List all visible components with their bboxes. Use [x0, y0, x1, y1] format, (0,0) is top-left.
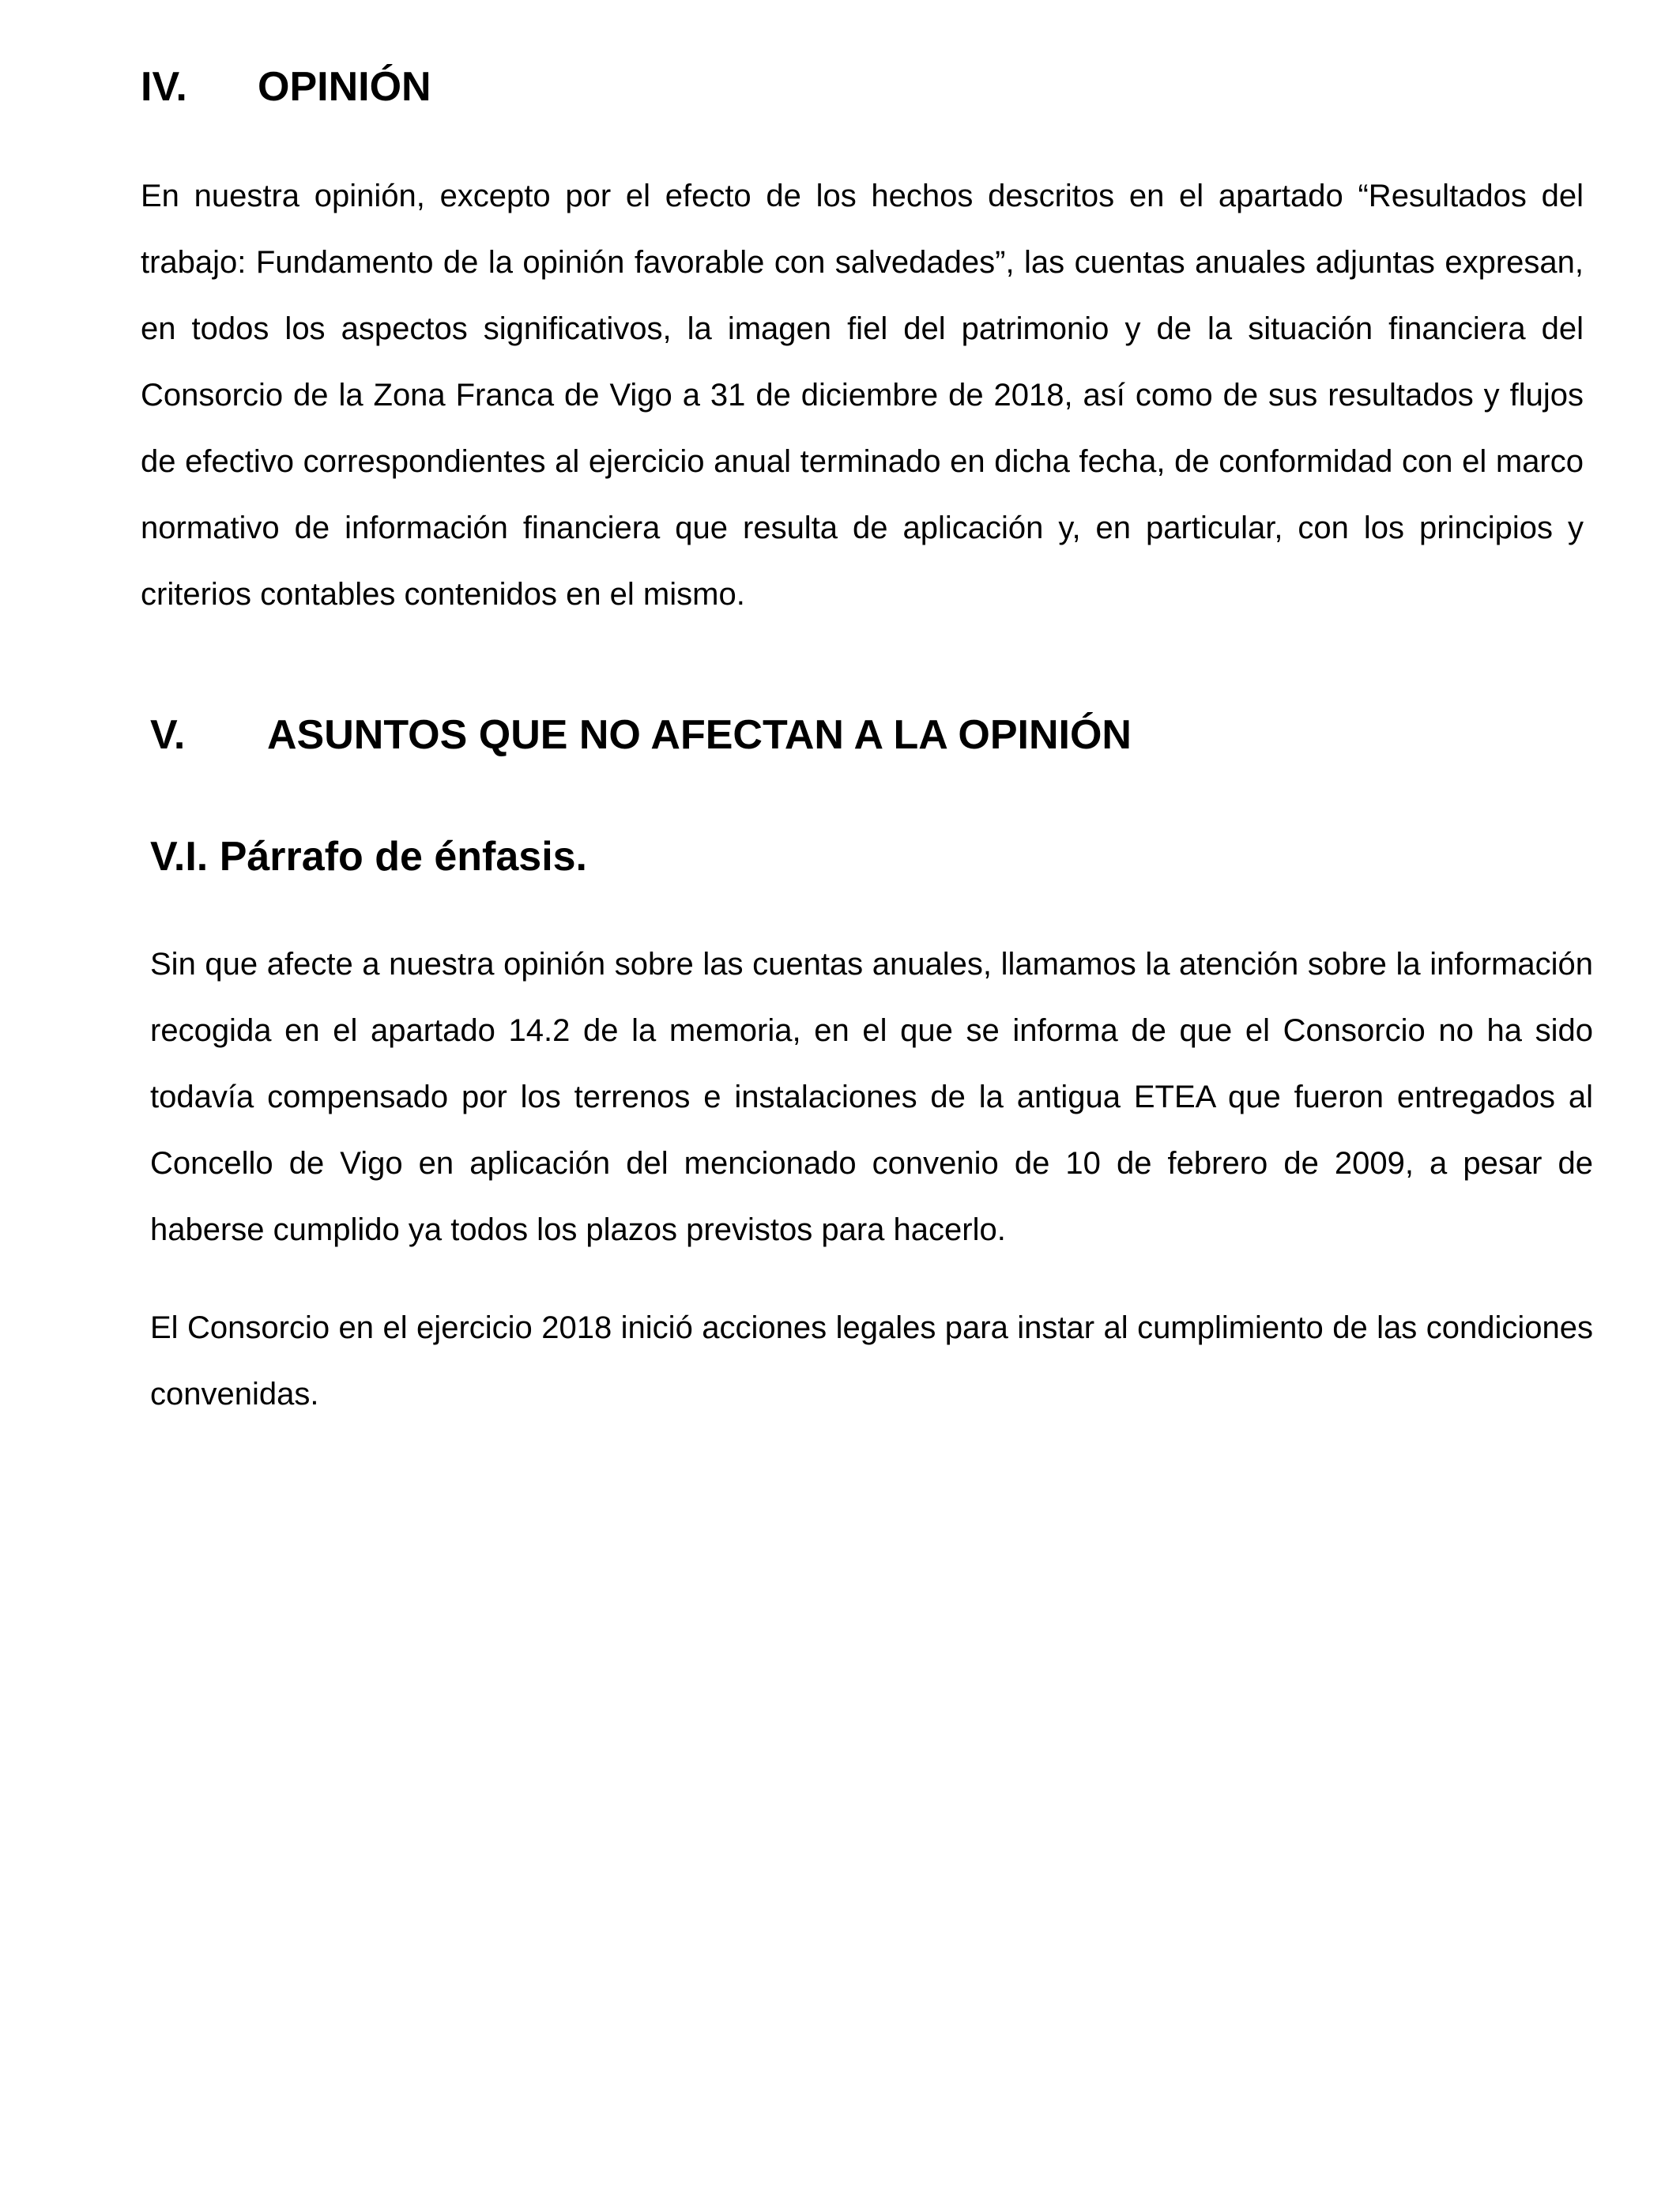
subsection-vi-heading: V.I. Párrafo de énfasis.: [150, 834, 588, 880]
emphasis-paragraph-2: El Consorcio en el ejercicio 2018 inició acciones legales para instar al cumplimiento de las condiciones convenidas.: [150, 1310, 1593, 1412]
section-v-number: V.: [150, 712, 186, 758]
section-iv-number: IV.: [141, 64, 187, 110]
section-v-title: ASUNTOS QUE NO AFECTAN A LA OPINIÓN: [267, 712, 1132, 758]
opinion-paragraph: En nuestra opinión, excepto por el efecto de los hechos descritos en el apartado “Resultados del trabajo: Fundamento de la opinión favorable con salvedades”, las cuentas anuales adjuntas expresan, en todos los aspectos significativos, la imagen fiel del patrimonio y de la situación financiera del Consorcio de la Zona Franca de Vigo a 31 de diciembre de 2018, así como de sus resultados y flujos de efectivo correspondientes al ejercicio anual terminado en dicha fecha, de conformidad con el marco normativo de información financiera que resulta de aplicación y, en particular, con los principios y criterios contables contenidos en el mismo.: [141, 179, 1584, 612]
section-iv-heading: [141, 63, 431, 111]
section-v-heading: [150, 711, 1132, 759]
emphasis-paragraph-1: Sin que afecte a nuestra opinión sobre las cuentas anuales, llamamos la atención sobre la información recogida en el apartado 14.2 de la memoria, en el que se informa de que el Consorcio no ha sido todavía compensado por los terrenos e instalaciones de la antigua ETEA que fueron entregados al Concello de Vigo en aplicación del mencionado convenio de 10 de febrero de 2009, a pesar de haberse cumplido ya todos los plazos previstos para hacerlo.: [150, 947, 1593, 1247]
section-iv-title: OPINIÓN: [258, 64, 431, 110]
